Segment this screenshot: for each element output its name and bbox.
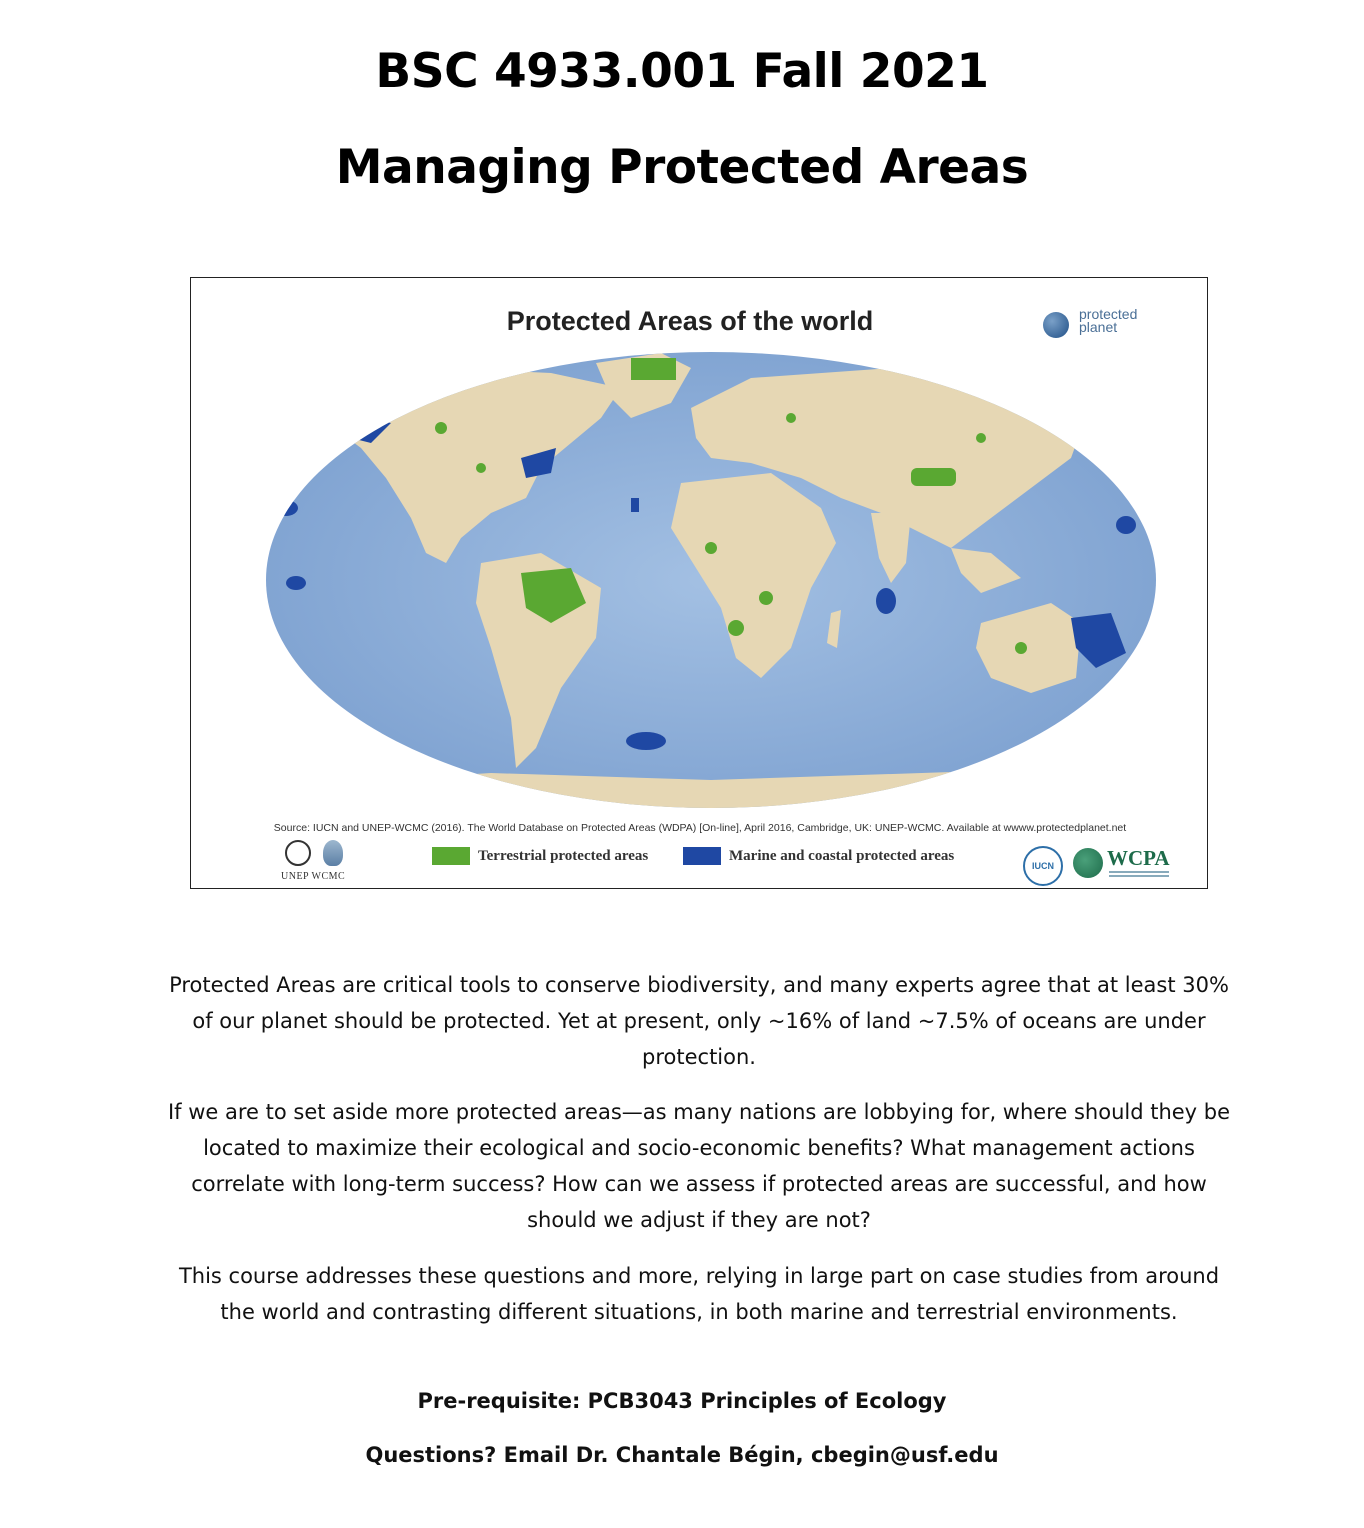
iucn-logo: IUCN [1023, 846, 1063, 886]
un-emblem-icon [285, 840, 311, 866]
unep-wcmc-logo: UNEP WCMC [281, 838, 371, 883]
new-zealand [1096, 693, 1116, 723]
wcpa-logo: WCPA [1073, 844, 1183, 884]
questions-paragraph: If we are to set aside more protected areas—as many nations are lobbying for, where should they be located to maximize their ecological and socio-economic benefits? What management actions correlate with long-term success? How can we assess if protected areas are successful, and how should we adjust if they are not? [167, 1100, 1231, 1232]
prerequisite-line: Pre-requisite: PCB3043 Principles of Ecology [417, 1389, 947, 1413]
globe-icon [1043, 312, 1069, 338]
legend-swatch-marine [683, 847, 721, 865]
legend-swatch-terrestrial [432, 847, 470, 865]
contact-line: Questions? Email Dr. Chantale Bégin, cbegin@usf.edu [365, 1443, 999, 1467]
wcpa-emblem-icon [1073, 848, 1103, 878]
course-name-title: Managing Protected Areas [335, 140, 1029, 195]
map-title: Protected Areas of the world [506, 306, 874, 336]
wcmc-emblem-icon [323, 840, 343, 866]
intro-paragraph: Protected Areas are critical tools to conserve biodiversity, and many experts agree that at least 30% of our planet should be protected. Yet at present, only ~16% of land ~7.5% of oceans are under protection. [169, 973, 1229, 1069]
legend-marine: Marine and coastal protected areas [683, 846, 954, 866]
legend-terrestrial: Terrestrial protected areas [432, 846, 648, 866]
map-source-citation: Source: IUCN and UNEP-WCMC (2016). The World Database on Protected Areas (WDPA) [On-line], April 2016, Cambridge, UK: UNEP-WCMC. Available at wwww.protectedplanet.net [273, 822, 1127, 834]
protected-planet-logo: protected planet [1043, 308, 1163, 342]
protected-areas-map-figure [190, 277, 1208, 889]
course-code-title: BSC 4933.001 Fall 2021 [375, 44, 989, 99]
world-map [191, 348, 1208, 818]
course-description-paragraph: This course addresses these questions and more, relying in large part on case studies from around the world and contrasting different situations, in both marine and terrestrial environments. [178, 1264, 1220, 1324]
